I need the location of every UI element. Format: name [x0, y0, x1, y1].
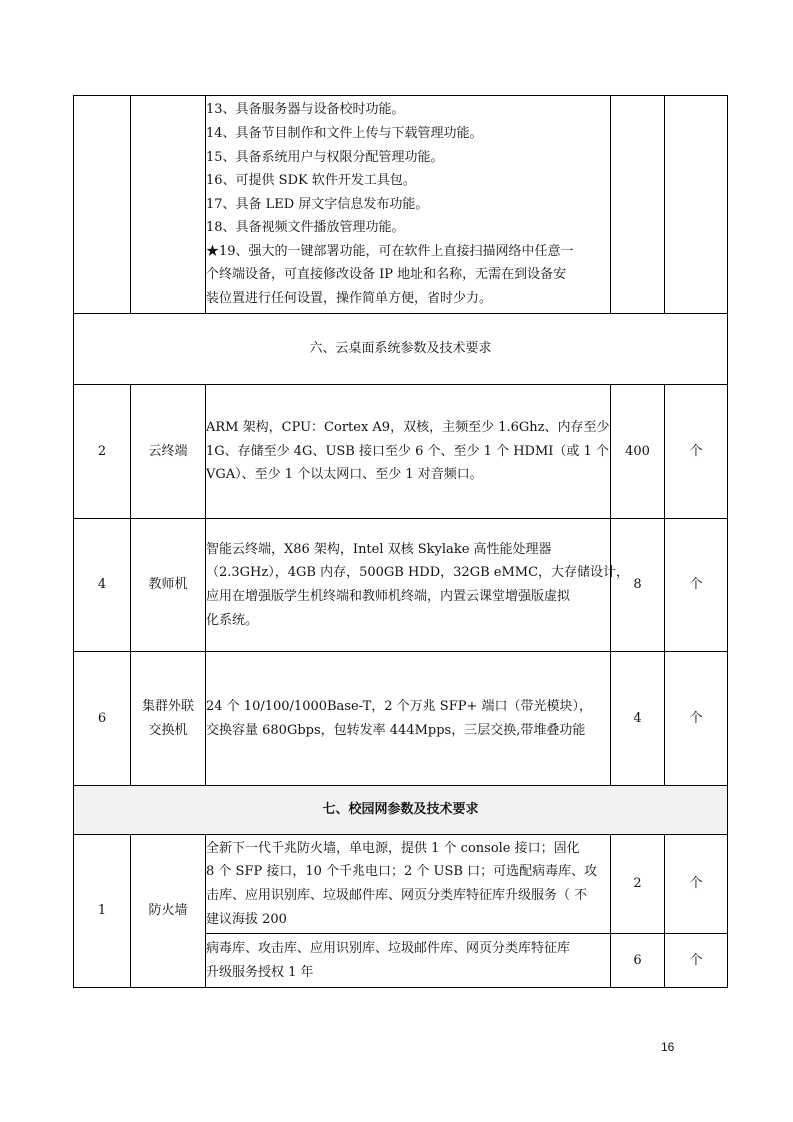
desc-line: 24 个 10/100/1000Base-T，2 个万兆 SFP+ 端口（带光模块）， — [206, 698, 593, 714]
cell-desc — [206, 934, 611, 988]
cell-desc — [206, 835, 611, 934]
desc-line: （2.3GHz），4GB 内存，500GB HDD，32GB eMMC，大存储设计， — [206, 565, 630, 581]
item-quantity: 6 — [611, 934, 665, 988]
item-name: 教师机 — [131, 519, 206, 652]
item-number: 1 — [74, 835, 131, 988]
page-number: 16 — [661, 1040, 675, 1054]
desc-line: 击库、应用识别库、垃圾邮件库、网页分类库特征库升级服务（ 不 — [206, 888, 588, 903]
desc-line: 16、可提供 SDK 软件开发工具包。 — [206, 173, 416, 189]
desc-line: ★19、强大的一键部署功能，可在软件上直接扫描网络中任意一 — [206, 243, 574, 259]
cell-desc — [206, 96, 611, 314]
table-row — [74, 385, 728, 519]
item-name: 防火墙 — [131, 835, 206, 988]
desc-line: 15、具备系统用户与权限分配管理功能。 — [206, 149, 444, 165]
cell-no-empty — [74, 96, 131, 314]
item-number: 2 — [74, 385, 131, 519]
section-header-row — [74, 786, 728, 835]
item-unit: 个 — [665, 652, 728, 786]
item-name: 云终端 — [131, 385, 206, 519]
desc-line: 1G、存储至少 4G、USB 接口至少 6 个、至少 1 个 HDMI（或 1 个 — [206, 443, 609, 459]
item-unit: 个 — [665, 519, 728, 652]
section-title: 七、校园网参数及技术要求 — [74, 786, 728, 835]
item-name — [131, 652, 206, 786]
table-row — [74, 519, 728, 652]
desc-line: 装位置进行任何设置，操作简单方便，省时少力。 — [206, 291, 493, 307]
desc-line: 个终端设备，可直接修改设备 IP 地址和名称，无需在到设备安 — [206, 267, 567, 283]
desc-line: 升级服务授权 1 年 — [206, 964, 314, 980]
cell-name-empty — [131, 96, 206, 314]
cell-desc — [206, 652, 611, 786]
item-quantity: 8 — [611, 519, 665, 652]
table-row — [74, 835, 728, 934]
cell-unit-empty — [665, 96, 728, 314]
desc-line: 18、具备视频文件播放管理功能。 — [206, 220, 405, 236]
spec-table — [73, 95, 728, 988]
desc-line: ARM 架构，CPU：Cortex A9，双核，主频至少 1.6Ghz、内存至少 — [206, 420, 610, 436]
item-name-line: 集群外联 — [141, 698, 194, 714]
item-quantity: 4 — [611, 652, 665, 786]
item-number: 4 — [74, 519, 131, 652]
desc-line: 14、具备节目制作和文件上传与下载管理功能。 — [206, 125, 483, 141]
desc-line: 智能云终端，X86 架构，Intel 双核 Skylake 高性能处理器 — [206, 541, 552, 557]
item-unit: 个 — [665, 835, 728, 934]
item-unit: 个 — [665, 385, 728, 519]
desc-line: 全新下一代千兆防火墙，单电源，提供 1 个 console 接口；固化 — [206, 840, 580, 856]
table-row — [74, 652, 728, 786]
desc-line: 8 个 SFP 接口，10 个千兆电口；2 个 USB 口；可选配病毒库、攻 — [206, 864, 598, 880]
item-quantity: 2 — [611, 835, 665, 934]
desc-line: 13、具备服务器与设备校时功能。 — [206, 102, 405, 118]
desc-line: 交换容量 680Gbps，包转发率 444Mpps，三层交换,带堆叠功能 — [206, 722, 586, 738]
item-unit: 个 — [665, 934, 728, 988]
desc-line: 病毒库、攻击库、应用识别库、垃圾邮件库、网页分类库特征库 — [206, 940, 571, 956]
desc-line: 17、具备 LED 屏文字信息发布功能。 — [206, 196, 429, 212]
item-quantity: 400 — [611, 385, 665, 519]
cell-qty-empty — [611, 96, 665, 314]
item-number: 6 — [74, 652, 131, 786]
desc-line: VGA）、至少 1 个以太网口、至少 1 对音频口。 — [206, 467, 483, 483]
item-name-line: 交换机 — [148, 722, 188, 738]
table-row-continued — [74, 96, 728, 314]
desc-line: 建议海拔 200 — [206, 911, 287, 927]
cell-desc — [206, 519, 630, 652]
section-title: 六、云桌面系统参数及技术要求 — [74, 314, 728, 385]
section-header-row — [74, 314, 728, 385]
cell-desc — [206, 385, 611, 519]
desc-line: 应用在增强版学生机终端和教师机终端，内置云课堂增强版虚拟 — [206, 589, 571, 604]
desc-line: 化系统。 — [206, 612, 259, 628]
